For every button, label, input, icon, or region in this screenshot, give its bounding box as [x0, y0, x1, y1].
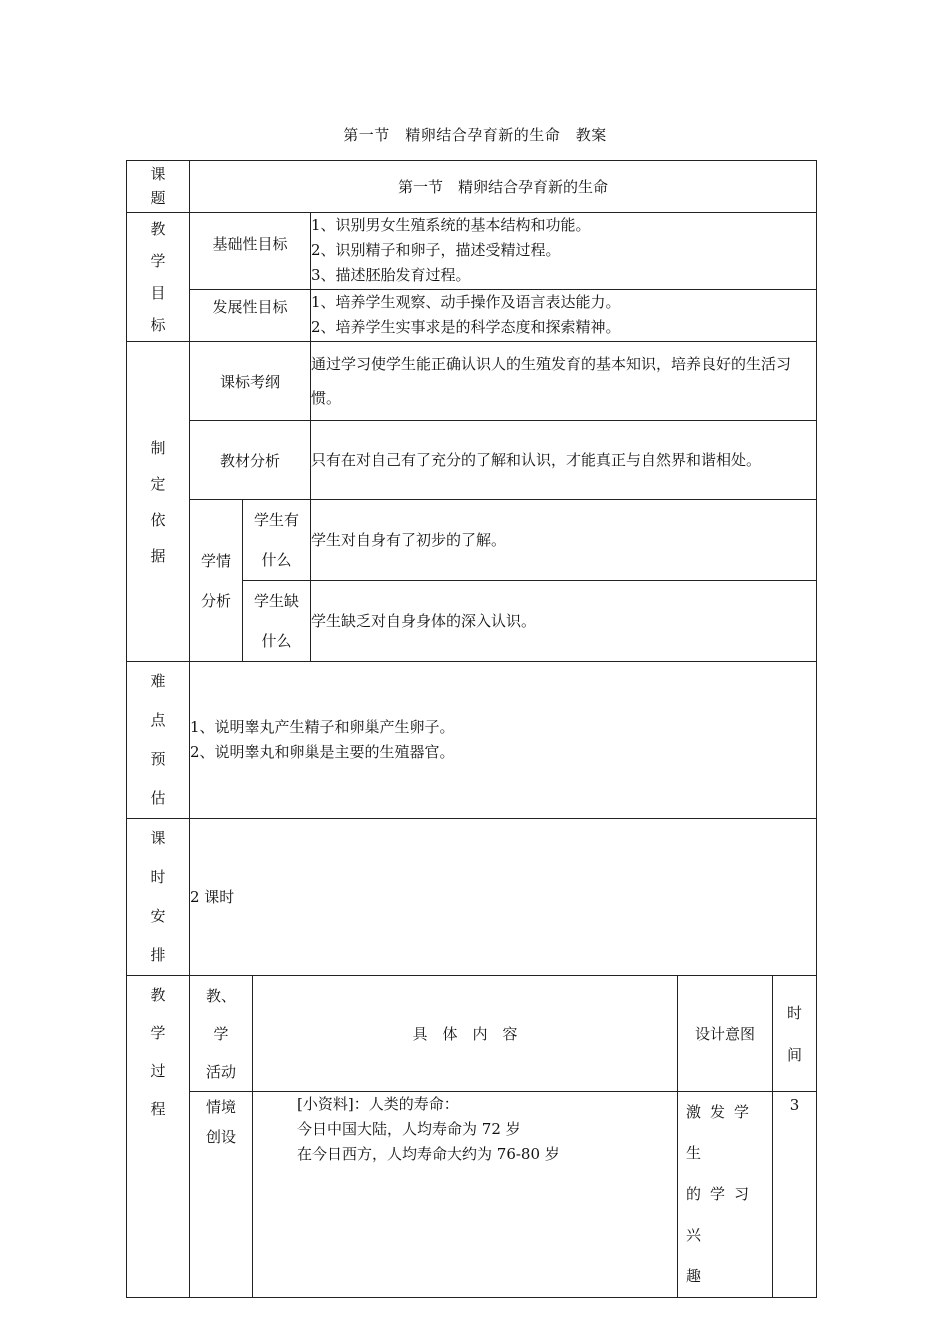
content-header: 具 体 内 容	[253, 976, 678, 1092]
row-content: [小资料]：人类的寿命： 今日中国大陆，人均寿命为 72 岁 在今日西方，人均寿命大约为 76-80 岁	[253, 1092, 678, 1298]
row-intent: 激发学生 的学习兴 趣	[678, 1092, 773, 1298]
process-row	[127, 1092, 817, 1298]
learner-lack-label: 学生缺 什么	[243, 581, 311, 662]
basis-label: 制 定 依 据	[127, 342, 190, 662]
development-objective-row	[127, 289, 817, 341]
objectives-label: 教 学 目 标	[127, 213, 190, 342]
difficulty-items: 1、说明睾丸产生精子和卵巢产生卵子。 2、说明睾丸和卵巢是主要的生殖器官。	[190, 662, 817, 819]
row-time: 3	[773, 1092, 817, 1298]
basic-objective-items: 1、识别男女生殖系统的基本结构和功能。 2、识别精子和卵子，描述受精过程。 3、描述胚胎发育过程。	[311, 213, 817, 290]
time-header: 时 间	[773, 976, 817, 1092]
textbook-row	[127, 421, 817, 500]
curriculum-row	[127, 342, 817, 421]
schedule-label: 课 时 安 排	[127, 819, 190, 976]
document-title: 第一节 精卵结合孕育新的生命 教案	[343, 126, 607, 144]
activity-header: 教、 学 活动	[190, 976, 253, 1092]
curriculum-label: 课标考纲	[190, 342, 311, 421]
basic-objective-label: 基础性目标	[190, 213, 311, 290]
process-label: 教 学 过 程	[127, 976, 190, 1298]
process-header-row	[127, 976, 817, 1092]
topic-label: 课 题	[127, 161, 190, 213]
learner-have-text: 学生对自身有了初步的了解。	[311, 500, 817, 581]
learner-have-row	[127, 500, 817, 581]
schedule-value: 2 课时	[190, 819, 817, 976]
topic-value: 第一节 精卵结合孕育新的生命	[190, 161, 817, 213]
textbook-label: 教材分析	[190, 421, 311, 500]
row-activity: 情境 创设	[190, 1092, 253, 1298]
learner-have-label: 学生有 什么	[243, 500, 311, 581]
topic-row	[127, 161, 817, 213]
learner-lack-text: 学生缺乏对自身身体的深入认识。	[311, 581, 817, 662]
curriculum-text: 通过学习使学生能正确认识人的生殖发育的基本知识，培养良好的生活习惯。	[311, 342, 817, 421]
difficulty-label: 难 点 预 估	[127, 662, 190, 819]
development-objective-items: 1、培养学生观察、动手操作及语言表达能力。 2、培养学生实事求是的科学态度和探索精神。	[311, 289, 817, 341]
lesson-plan-table	[126, 160, 817, 1298]
difficulty-row	[127, 662, 817, 819]
intent-header: 设计意图	[678, 976, 773, 1092]
basic-objective-row	[127, 213, 817, 290]
textbook-text: 只有在对自己有了充分的了解和认识，才能真正与自然界和谐相处。	[311, 421, 817, 500]
development-objective-label: 发展性目标	[190, 289, 311, 341]
learner-analysis-label: 学情 分析	[190, 500, 243, 662]
schedule-row	[127, 819, 817, 976]
